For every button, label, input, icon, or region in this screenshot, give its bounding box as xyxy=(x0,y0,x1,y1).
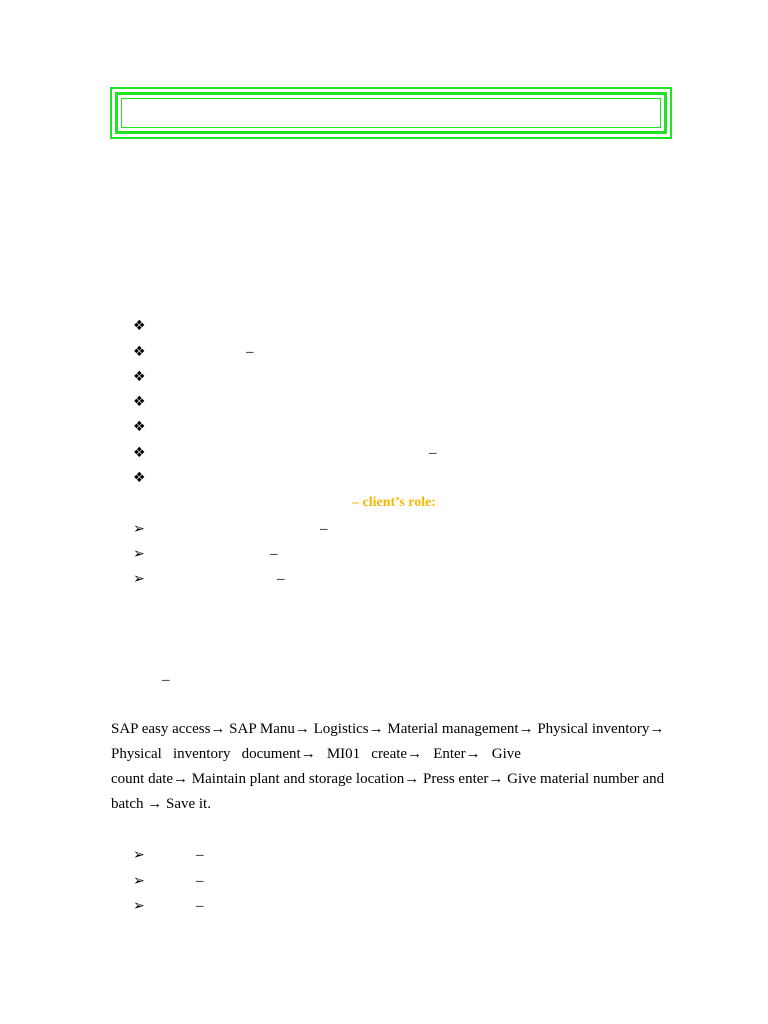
diamond-bullet-icon: ❖ xyxy=(133,470,146,486)
dash: – xyxy=(196,873,204,889)
dash: – xyxy=(270,546,278,562)
path-word: Physical xyxy=(111,746,162,762)
arrowhead-bullet-icon: ➢ xyxy=(133,898,145,914)
navigation-path-line-2 xyxy=(111,742,521,767)
dash: – xyxy=(196,847,204,863)
path-word: MI01 xyxy=(326,746,361,762)
dash: – xyxy=(196,898,204,914)
arrowhead-bullet-icon: ➢ xyxy=(133,873,145,889)
diamond-bullet-icon: ❖ xyxy=(133,419,146,435)
navigation-path-line-1: SAP easy access→ SAP Manu→ Logistics→ Material management→ Physical inventory→ xyxy=(111,721,665,737)
path-word: inventory xyxy=(172,746,231,762)
path-word: Give xyxy=(491,746,521,762)
path-word: Enter→ xyxy=(433,746,481,762)
dash: – xyxy=(277,571,285,587)
navigation-path-line-3: count date→ Maintain plant and storage location→ Press enter→ Give material number and xyxy=(111,771,665,787)
arrowhead-bullet-icon: ➢ xyxy=(133,546,145,562)
dash: – xyxy=(162,672,170,688)
diamond-bullet-icon: ❖ xyxy=(133,369,146,385)
diamond-bullet-icon: ❖ xyxy=(133,394,146,410)
path-word: document→ xyxy=(241,746,316,762)
diamond-bullet-icon: ❖ xyxy=(133,445,146,461)
arrowhead-bullet-icon: ➢ xyxy=(133,847,145,863)
path-word: create→ xyxy=(371,746,423,762)
diamond-bullet-icon: ❖ xyxy=(133,344,146,360)
dash: – xyxy=(246,344,254,360)
dash: – xyxy=(429,445,437,461)
dash: – xyxy=(320,521,328,537)
title-box-border xyxy=(115,92,667,134)
title-box xyxy=(110,87,672,139)
diamond-bullet-icon: ❖ xyxy=(133,318,146,334)
arrowhead-bullet-icon: ➢ xyxy=(133,571,145,587)
arrowhead-bullet-icon: ➢ xyxy=(133,521,145,537)
navigation-path-line-4: batch → Save it. xyxy=(111,796,211,812)
client-role-heading: – client’s role: xyxy=(352,495,436,510)
title-box-inner-border xyxy=(121,98,661,128)
